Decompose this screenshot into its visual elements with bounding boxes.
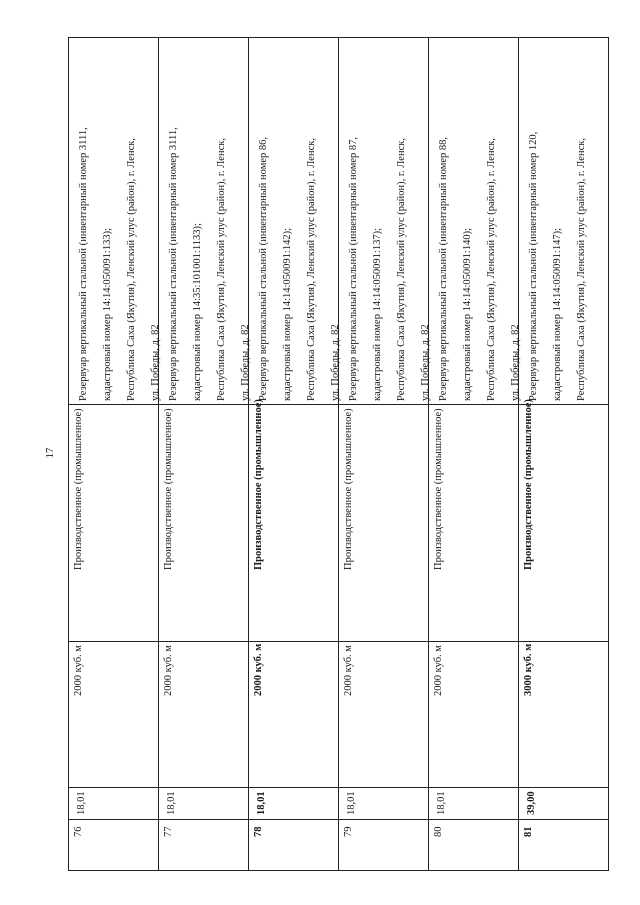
volume-cell bbox=[159, 642, 249, 788]
row-number-cell bbox=[339, 820, 429, 870]
object-name-text bbox=[522, 42, 594, 401]
name-line: Резервуар вертикальный стальной (инвентарный номер 120, bbox=[528, 131, 539, 401]
purpose-cell bbox=[159, 405, 249, 642]
name-line: ул. Победы, д. 82 bbox=[510, 324, 521, 401]
object-name-cell bbox=[249, 38, 339, 405]
name-line: ул. Победы, д. 82 bbox=[240, 324, 251, 401]
row-number-text: 76 bbox=[73, 826, 84, 837]
volume-cell bbox=[339, 642, 429, 788]
object-name-cell bbox=[159, 38, 249, 405]
purpose-cell bbox=[519, 399, 608, 642]
row-number-text: 78 bbox=[253, 826, 264, 837]
object-name-text bbox=[342, 42, 438, 401]
name-line: кадастровый номер 14:14:050091:142); bbox=[282, 227, 293, 401]
purpose-cell bbox=[249, 399, 339, 642]
row-number-text: 81 bbox=[523, 826, 534, 837]
row-number-cell bbox=[159, 820, 249, 870]
name-line: ул. Победы, д. 82 bbox=[420, 324, 431, 401]
value-text: 39,00 bbox=[526, 791, 537, 815]
row-number-cell bbox=[249, 820, 339, 870]
purpose-text: Производственное (промышленное) bbox=[523, 399, 534, 570]
volume-text: 2000 куб. м bbox=[253, 643, 264, 696]
purpose-cell bbox=[339, 405, 429, 642]
object-name-cell bbox=[339, 38, 429, 405]
value-cell bbox=[339, 788, 429, 820]
value-text: 18,01 bbox=[436, 791, 447, 815]
name-line: Республика Саха (Якутия), Ленский улус (район), г. Ленск, bbox=[126, 138, 137, 401]
purpose-text: Производственное (промышленное) bbox=[253, 399, 264, 570]
table-row bbox=[519, 38, 608, 870]
name-line: Республика Саха (Якутия), Ленский улус (район), г. Ленск, bbox=[576, 138, 587, 401]
row-number-cell bbox=[429, 820, 519, 870]
row-number-text: 79 bbox=[343, 826, 354, 837]
row-number-cell bbox=[519, 820, 608, 870]
value-text: 18,01 bbox=[76, 791, 87, 815]
registry-table bbox=[68, 37, 609, 871]
value-text: 18,01 bbox=[166, 791, 177, 815]
name-line: Республика Саха (Якутия), Ленский улус (район), г. Ленск, bbox=[216, 138, 227, 401]
name-line: Республика Саха (Якутия), Ленский улус (район), г. Ленск, bbox=[306, 138, 317, 401]
name-line: кадастровый номер 14:14:050091:147); bbox=[552, 227, 563, 401]
table-row bbox=[249, 38, 339, 870]
name-line: кадастровый номер 14:35:101001:1133); bbox=[192, 223, 203, 401]
name-line: Республика Саха (Якутия), Ленский улус (район), г. Ленск, bbox=[486, 138, 497, 401]
value-cell bbox=[159, 788, 249, 820]
purpose-cell bbox=[429, 405, 519, 642]
value-cell bbox=[249, 788, 339, 820]
volume-text: 2000 куб. м bbox=[343, 645, 354, 696]
object-name-text bbox=[432, 42, 528, 401]
volume-text: 3000 куб. м bbox=[523, 643, 534, 696]
object-name-cell bbox=[519, 38, 608, 405]
table-row bbox=[69, 38, 159, 870]
object-name-cell bbox=[69, 38, 159, 405]
value-text: 18,01 bbox=[346, 791, 357, 815]
name-line: кадастровый номер 14:14:050091:133); bbox=[102, 227, 113, 401]
volume-text: 2000 куб. м bbox=[433, 645, 444, 696]
name-line: Резервуар вертикальный стальной (инвентарный номер 88, bbox=[438, 136, 449, 401]
name-line: Резервуар вертикальный стальной (инвентарный номер 87, bbox=[348, 136, 359, 401]
object-name-text bbox=[72, 42, 168, 401]
name-line: Республика Саха (Якутия), Ленский улус (район), г. Ленск, bbox=[396, 138, 407, 401]
name-line: Резервуар вертикальный стальной (инвентарный номер 3111, bbox=[78, 127, 89, 401]
value-cell bbox=[519, 788, 608, 820]
name-line: Резервуар вертикальный стальной (инвентарный номер 3111, bbox=[168, 127, 179, 401]
table-row bbox=[339, 38, 429, 870]
row-number-cell bbox=[69, 820, 159, 870]
page-number: 17 bbox=[44, 447, 56, 459]
object-name-cell bbox=[429, 38, 519, 405]
purpose-text: Производственное (промышленное) bbox=[73, 408, 84, 570]
purpose-cell bbox=[69, 405, 159, 642]
value-cell bbox=[69, 788, 159, 820]
value-cell bbox=[429, 788, 519, 820]
object-name-text bbox=[252, 42, 348, 401]
name-line: ул. Победы, д. 82 bbox=[330, 324, 341, 401]
name-line: Резервуар вертикальный стальной (инвентарный номер 86, bbox=[258, 136, 269, 401]
purpose-text: Производственное (промышленное) bbox=[343, 408, 354, 570]
name-line: кадастровый номер 14:14:050091:140); bbox=[462, 227, 473, 401]
table-row bbox=[429, 38, 519, 870]
row-number-text: 80 bbox=[433, 826, 444, 837]
table-row bbox=[159, 38, 249, 870]
name-line: ул. Победы, д. 82 bbox=[150, 324, 161, 401]
volume-cell bbox=[519, 642, 608, 788]
purpose-text: Производственное (промышленное) bbox=[163, 408, 174, 570]
value-text: 18,01 bbox=[256, 791, 267, 815]
volume-cell bbox=[429, 642, 519, 788]
volume-cell bbox=[249, 642, 339, 788]
volume-text: 2000 куб. м bbox=[73, 645, 84, 696]
row-number-text: 77 bbox=[163, 826, 174, 837]
name-line: кадастровый номер 14:14:050091:137); bbox=[372, 227, 383, 401]
volume-cell bbox=[69, 642, 159, 788]
volume-text: 2000 куб. м bbox=[163, 645, 174, 696]
purpose-text: Производственное (промышленное) bbox=[433, 408, 444, 570]
object-name-text bbox=[162, 42, 258, 401]
